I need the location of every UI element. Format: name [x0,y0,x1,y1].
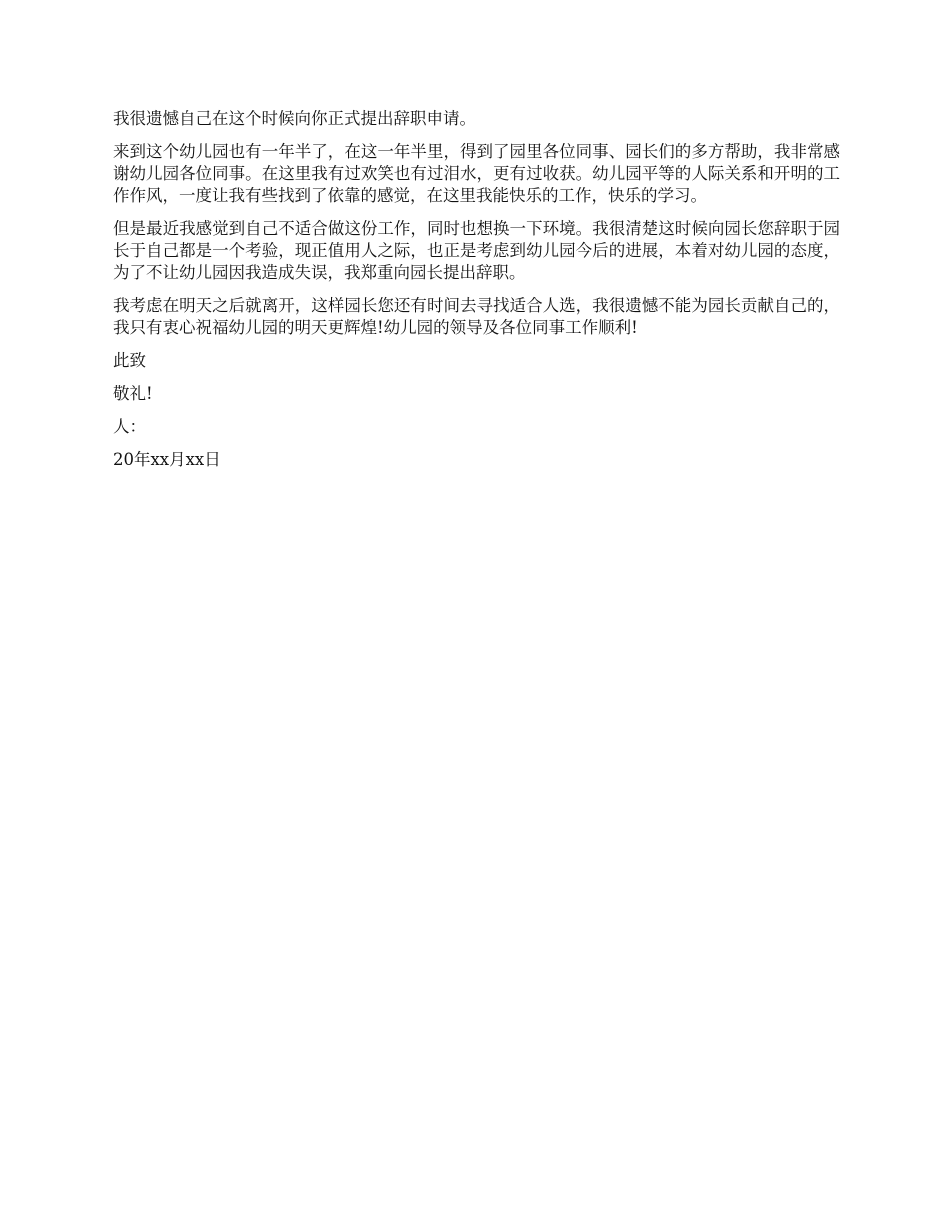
paragraph-reason: 但是最近我感觉到自己不适合做这份工作，同时也想换一下环境。我很清楚这时候向园长您辞职于园长于自己都是一个考验，现正值用人之际，也正是考虑到幼儿园今后的进展，本着对幼儿园的态度，为了不让幼儿园因我造成失误，我郑重向园长提出辞职。 [113,219,840,282]
paragraph-opening: 我很遗憾自己在这个时候向你正式提出辞职申请。 [113,109,476,128]
letter-body [113,108,840,482]
paragraph-departure: 我考虑在明天之后就离开，这样园长您还有时间去寻找适合人选，我很遗憾不能为园长贡献自己的，我只有衷心祝福幼儿园的明天更辉煌!幼儿园的领导及各位同事工作顺利! [113,296,840,337]
salutation-line: 敬礼! [113,384,153,403]
closing-line: 此致 [113,351,146,370]
paragraph-gratitude: 来到这个幼儿园也有一年半了，在这一年半里，得到了园里各位同事、园长们的多方帮助，我非常感谢幼儿园各位同事。在这里我有过欢笑也有过泪水，更有过收获。幼儿园平等的人际关系和开明的工作作风，一度让我有些找到了依靠的感觉，在这里我能快乐的工作，快乐的学习。 [113,142,840,205]
signature-label: 人： [113,417,146,436]
date-line: 20年xx月xx日 [113,450,221,469]
